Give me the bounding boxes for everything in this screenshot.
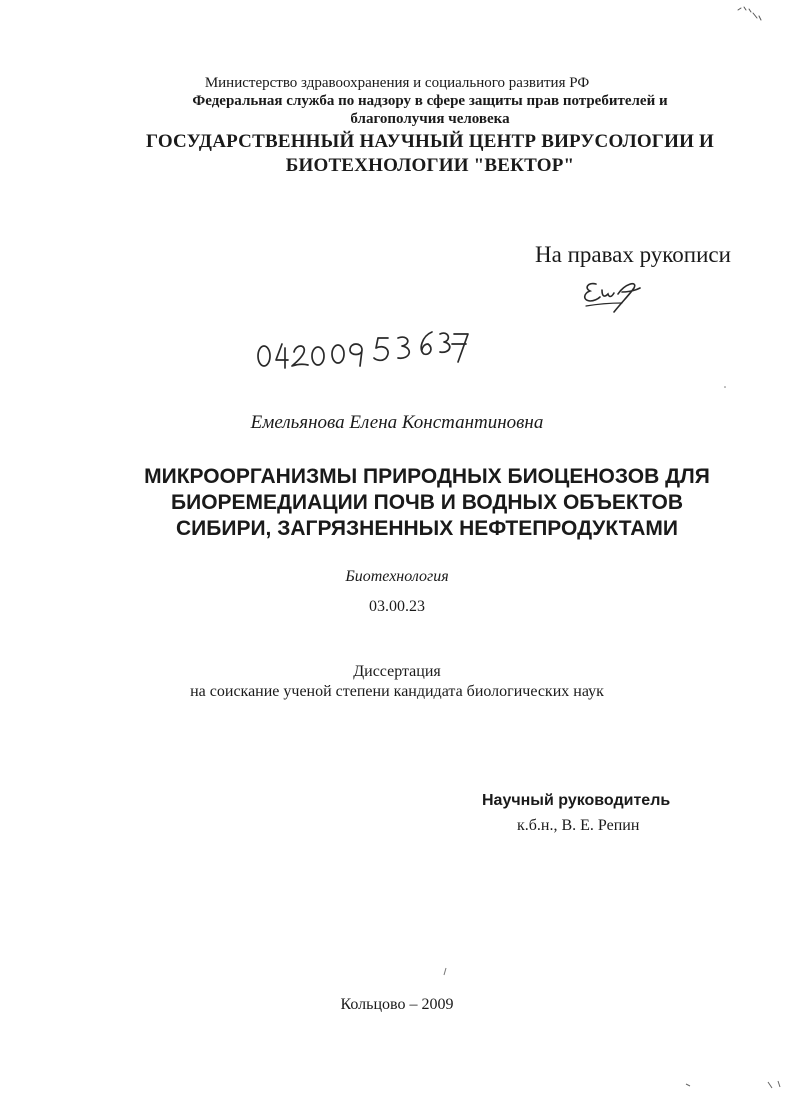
dissertation-label: Диссертация [353,663,441,680]
scan-speck-bottom-right [680,1078,790,1092]
place-and-year: Кольцово – 2009 [340,996,454,1013]
title-line1: МИКРООРГАНИЗМЫ ПРИРОДНЫХ БИОЦЕНОЗОВ ДЛЯ [144,465,710,488]
supervisor-name: к.б.н., В. Е. Репин [517,817,640,834]
handwritten-signature [578,272,648,318]
federal-service [150,92,710,128]
research-center-line1: ГОСУДАРСТВЕННЫЙ НАУЧНЫЙ ЦЕНТР ВИРУСОЛОГИИ И [146,131,714,152]
supervisor-label: Научный руководитель [482,792,671,809]
title-line2: БИОРЕМЕДИАЦИИ ПОЧВ И ВОДНЫХ ОБЪЕКТОВ [171,491,683,514]
author-name: Емельянова Елена Константиновна [250,412,544,433]
federal-service-line1: Федеральная служба по надзору в сфере защиты прав потребителей и [192,93,668,109]
specialty-name: Биотехнология [345,568,449,585]
handwritten-registration-number [252,322,474,374]
dissertation-degree: на соискание ученой степени кандидата биологических наук [190,683,604,700]
title-line3: СИБИРИ, ЗАГРЯЗНЕННЫХ НЕФТЕПРОДУКТАМИ [176,517,678,540]
scan-speck-top-right [735,4,765,24]
dissertation-title [110,464,744,542]
research-center-name [120,130,740,178]
manuscript-rights-note: На правах рукописи [535,242,731,267]
ministry-line: Министерство здравоохранения и социального развития РФ [204,75,590,91]
federal-service-line2: благополучия человека [350,111,510,127]
research-center-line2: БИОТЕХНОЛОГИИ "ВЕКТОР" [285,155,575,176]
scan-speck-bottom [440,966,450,978]
scan-speck-mid-right [722,384,728,390]
specialty-code: 03.00.23 [369,598,425,615]
